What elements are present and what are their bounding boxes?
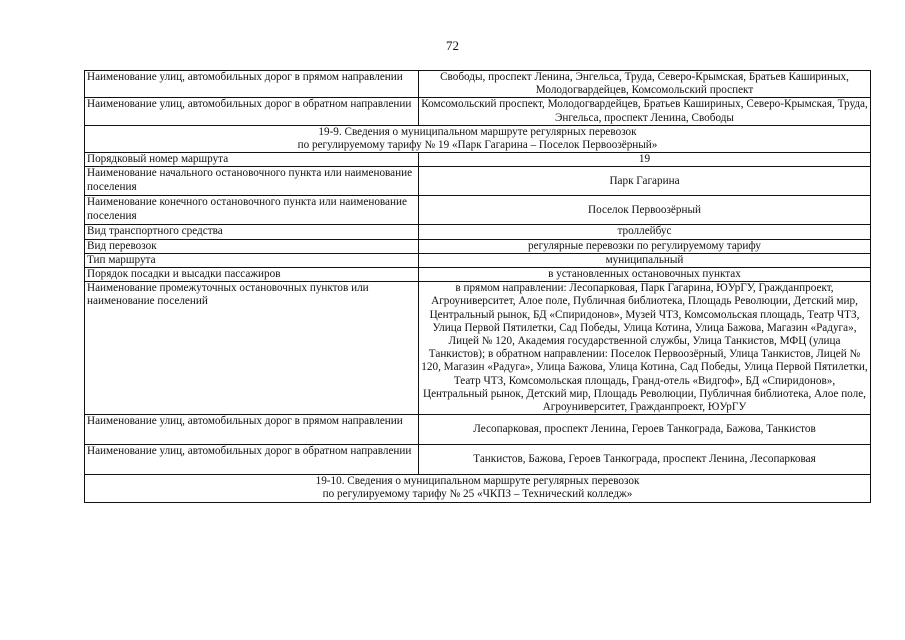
row-label: Наименование улиц, автомобильных дорог в обратном направлении — [85, 445, 419, 475]
row-label: Вид транспортного средства — [85, 225, 419, 239]
table-row — [85, 268, 871, 282]
row-value: Парк Гагарина — [419, 167, 871, 196]
row-value: в установленных остановочных пунктах — [419, 268, 871, 282]
table-row — [85, 71, 871, 98]
row-value: Поселок Первоозёрный — [419, 196, 871, 225]
table-row — [85, 239, 871, 253]
section-heading-line: 19-10. Сведения о муниципальном маршруте регулярных перевозок — [315, 475, 640, 488]
section-heading-row — [85, 125, 871, 152]
row-value: Лесопарковая, проспект Ленина, Героев Танкограда, Бажова, Танкистов — [419, 415, 871, 445]
table-row — [85, 282, 871, 415]
row-label: Наименование улиц, автомобильных дорог в прямом направлении — [85, 415, 419, 445]
table-row — [85, 225, 871, 239]
section-heading-line: по регулируемому тарифу № 25 «ЧКПЗ – Технический колледж» — [322, 488, 633, 501]
section-heading-row — [85, 475, 871, 502]
row-value: Танкистов, Бажова, Героев Танкограда, проспект Ленина, Лесопарковая — [419, 445, 871, 475]
row-label: Наименование начального остановочного пункта или наименование поселения — [85, 167, 419, 196]
section-heading — [85, 125, 871, 152]
table-row — [85, 167, 871, 196]
row-value: Свободы, проспект Ленина, Энгельса, Труда, Северо-Крымская, Братьев Кашириных, Молодогвардейцев, Комсомольский проспект — [419, 71, 871, 98]
row-label: Порядок посадки и высадки пассажиров — [85, 268, 419, 282]
row-label: Вид перевозок — [85, 239, 419, 253]
section-heading-line: 19-9. Сведения о муниципальном маршруте регулярных перевозок — [318, 125, 637, 138]
row-label: Порядковый номер маршрута — [85, 153, 419, 167]
row-value: троллейбус — [419, 225, 871, 239]
table-row — [85, 445, 871, 475]
row-label: Наименование улиц, автомобильных дорог в обратном направлении — [85, 98, 419, 125]
row-value: в прямом направлении: Лесопарковая, Парк Гагарина, ЮУрГУ, Гражданпроект, Агроуниверситет, Алое поле, Публичная библиотека, Площадь Революции, Детский мир, Центральный рынок, БД «Спиридонов», Музей ЧТЗ, Комсомольская площадь, Театр ЧТЗ, Улица Первой Пятилетки, Сад Победы, Улица Котина, Улица Бажова, Магазин «Радуга», Лицей № 120, Академия государственной службы, Улица Танкистов, МФЦ (улица Танкистов); в обратном направлении: Поселок Первоозёрный, Улица Танкистов, Лицей № 120, Магазин «Радуга», Улица Бажова, Улица Котина, Сад Победы, Улица Первой Пятилетки, Театр ЧТЗ, Комсомольская площадь, Гранд-отель «Видгоф», БД «Спиридонов», Центральный рынок, Детский мир, Площадь Революции, Публичная библиотека, Алое поле, Агроуниверситет, Гражданпроект, ЮУрГУ — [419, 282, 871, 415]
table-row — [85, 415, 871, 445]
row-value: регулярные перевозки по регулируемому тарифу — [419, 239, 871, 253]
row-label: Наименование улиц, автомобильных дорог в прямом направлении — [85, 71, 419, 98]
page-number: 72 — [446, 38, 459, 53]
table-row — [85, 196, 871, 225]
row-label: Наименование конечного остановочного пункта или наименование поселения — [85, 196, 419, 225]
route-table — [84, 70, 871, 503]
row-value: муниципальный — [419, 253, 871, 267]
section-heading — [85, 475, 871, 502]
section-heading-line: по регулируемому тарифу № 19 «Парк Гагарина – Поселок Первоозёрный» — [297, 139, 658, 152]
row-value: 19 — [419, 153, 871, 167]
row-label: Тип маршрута — [85, 253, 419, 267]
table-row — [85, 153, 871, 167]
row-label: Наименование промежуточных остановочных пунктов или наименование поселений — [85, 282, 419, 415]
row-value: Комсомольский проспект, Молодогвардейцев, Братьев Кашириных, Северо-Крымская, Труда, Энгельса, проспект Ленина, Свободы — [419, 98, 871, 125]
table-row — [85, 253, 871, 267]
table-row — [85, 98, 871, 125]
